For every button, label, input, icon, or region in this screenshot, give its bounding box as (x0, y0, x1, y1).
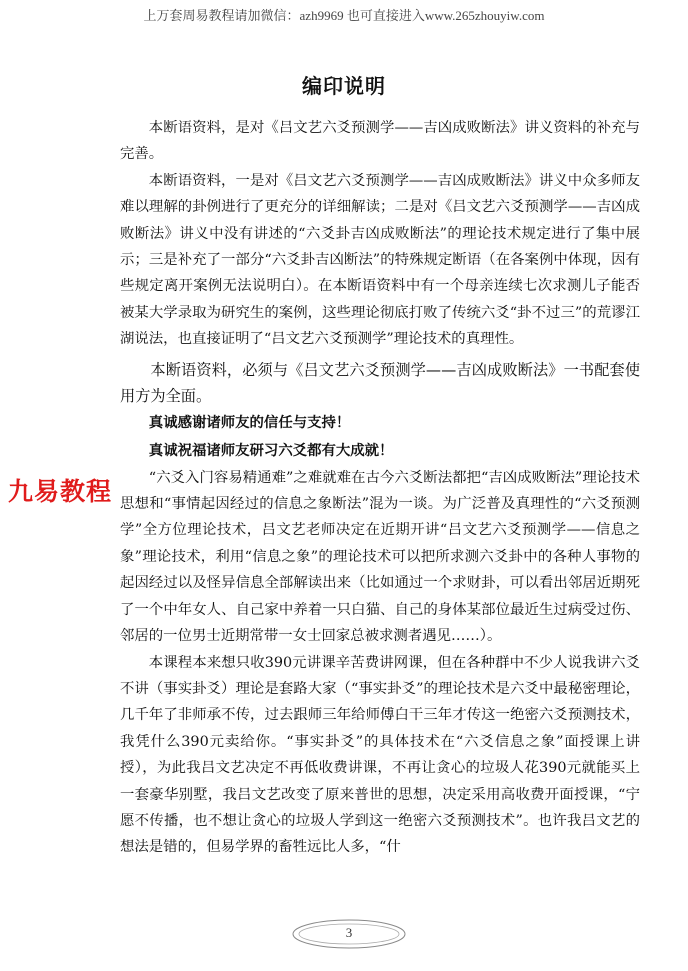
page-title: 编印说明 (302, 74, 386, 98)
paragraph-usage-note: 本断语资料，必须与《吕文艺六爻预测学——吉凶成败断法》一书配套使用方为全面。 (120, 360, 640, 405)
paragraph-course-fee: 本课程本来想只收390元讲课辛苦费讲网课，但在各种群中不少人说我讲六爻不讲（事实卦爻）理论是套路大家（“事实卦爻”的理论技术是六爻中最秘密理论，几千年了非师承不传，过去跟师三年给师傅白干三年才传这一绝密六爻预测技术，我凭什么390元卖给你。“事实卦爻”的具体技术在“六爻信息之象”面授课上讲授），为此我吕文艺决定不再低收费讲课，不再让贪心的垃圾人花390元就能买上一套豪华别墅，我吕文艺改变了原来普世的思想，决定采用高收费开面授课，“宁愿不传播，也不想让贪心的垃圾人学到这一绝密六爻预测技术”。也许我吕文艺的想法是错的，但易学界的畜牲远比人多，“什 (120, 654, 640, 856)
page-number: 3 (345, 925, 353, 940)
page-header-banner: 上万套周易教程请加微信：azh9969 也可直接进入www.265zhouyiw.com (143, 8, 545, 23)
watermark-logo: 九易教程 (8, 477, 113, 506)
paragraph-purpose: 本断语资料，一是对《吕文艺六爻预测学——吉凶成败断法》讲义中众多师友难以理解的卦例进行了更充分的详细解读；二是对《吕文艺六爻预测学——吉凶成败断法》讲义中没有讲述的“六爻卦吉凶成败断法”的理论技术规定进行了集中展示；三是补充了一部分“六爻卦吉凶断法”的特殊规定断语（在各案例中体现，因有些规定离开案例无法说明白）。在本断语资料中有一个母亲连续七次求测儿子能否被某大学录取为研究生的案例，这些理论彻底打败了传统六爻“卦不过三”的荒谬江湖说法，也直接证明了“吕文艺六爻预测学”理论技术的真理性。 (120, 172, 640, 348)
document-body (120, 115, 640, 861)
paragraph-intro: 本断语资料，是对《吕文艺六爻预测学——吉凶成败断法》讲义资料的补充与完善。 (120, 120, 640, 163)
paragraph-course-intro: “六爻入门容易精通难”之难就难在古今六爻断法都把“吉凶成败断法”理论技术思想和“事情起因经过的信息之象断法”混为一谈。为广泛普及真理性的“六爻预测学”全方位理论技术，吕文艺老师决定在近期开讲“吕文艺六爻预测学——信息之象”理论技术，利用“信息之象”的理论技术可以把所求测六爻卦中的各种人事物的起因经过以及怪异信息全部解读出来（比如通过一个求财卦，可以看出邻居近期死了一个中年女人、自己家中养着一只白猫、自己的身体某部位最近生过病受过伤、邻居的一位男士近期常带一女士回家总被求测者遇见……）。 (120, 469, 640, 645)
paragraph-thanks: 真诚感谢诸师友的信任与支持！ (148, 414, 351, 431)
page-number-badge (289, 917, 409, 951)
paragraph-blessing: 真诚祝福诸师友研习六爻都有大成就！ (148, 442, 394, 459)
